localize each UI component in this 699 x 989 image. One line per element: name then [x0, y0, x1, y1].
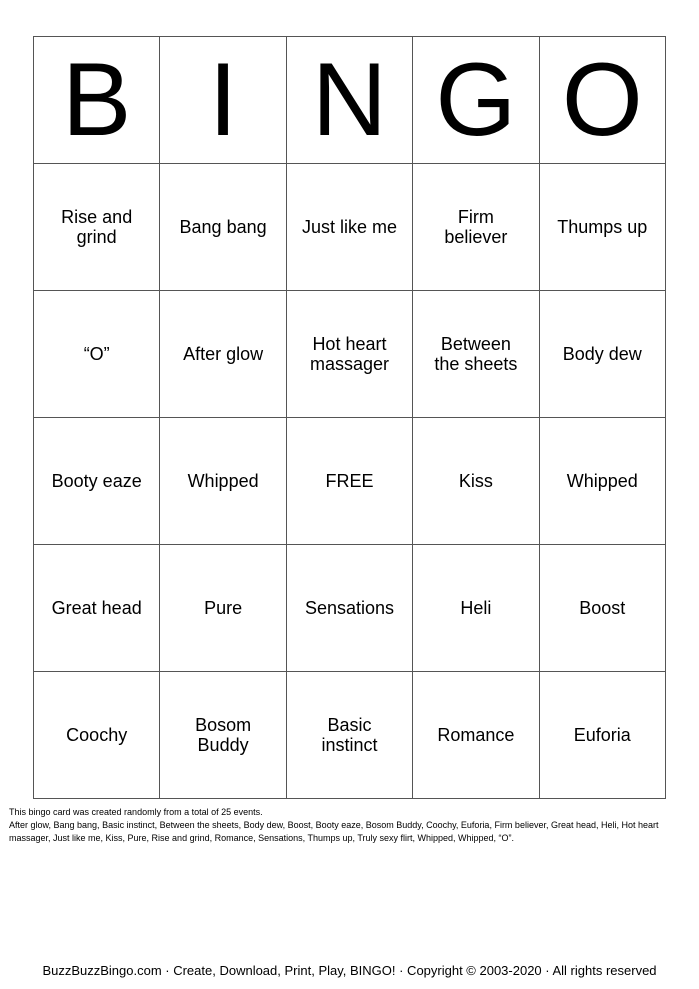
cell-text: Between the sheets [434, 334, 518, 374]
info-event-list: After glow, Bang bang, Basic instinct, Between the sheets, Body dew, Boost, Booty eaze, Bosom Buddy, Coochy, Euforia, Firm believer, Great head, Heli, Hot heart massager, Just like me, Kiss, Pure, Rise and grind, Romance, Sensations, Thumps up, Truly sexy flirt, Whipped, Whipped, “O”. [9, 820, 659, 843]
bingo-cell [34, 418, 160, 545]
header-letter-i: I [160, 37, 286, 164]
bingo-cell [160, 418, 286, 545]
bingo-cell [539, 291, 665, 418]
bingo-cell [539, 545, 665, 672]
bingo-cell [34, 672, 160, 799]
bingo-cell [34, 545, 160, 672]
header-row [34, 37, 666, 164]
cell-text: Kiss [458, 471, 493, 491]
header-letter-g: G [413, 37, 539, 164]
cell-text: Pure [204, 598, 243, 618]
cell-text: Body dew [562, 344, 642, 364]
bingo-cell [160, 545, 286, 672]
grid-row-3 [34, 418, 666, 545]
cell-text: Booty eaze [51, 471, 142, 491]
cell-text: Coochy [66, 725, 128, 745]
cell-text: Bang bang [179, 217, 267, 237]
bingo-cell [160, 164, 286, 291]
bingo-cell [34, 164, 160, 291]
cell-text: Heli [460, 598, 492, 618]
bingo-cell [34, 291, 160, 418]
cell-text: Just like me [301, 217, 397, 237]
bingo-cell [413, 672, 539, 799]
bingo-card [33, 36, 666, 799]
bingo-cell [539, 418, 665, 545]
cell-text: Basic instinct [321, 715, 378, 755]
cell-text: Firm believer [444, 207, 508, 247]
cell-text: After glow [183, 344, 264, 364]
bingo-cell [160, 291, 286, 418]
cell-text: Thumps up [557, 217, 648, 237]
cell-text: Sensations [304, 598, 394, 618]
header-letter-n: N [286, 37, 412, 164]
cell-text: Whipped [566, 471, 638, 491]
grid-row-4 [34, 545, 666, 672]
bingo-cell [413, 164, 539, 291]
grid-row-5 [34, 672, 666, 799]
info-summary: This bingo card was created randomly from a total of 25 events. [9, 807, 263, 817]
cell-text: Hot heart massager [309, 334, 389, 374]
card-info [9, 806, 693, 845]
header-letter-o: O [539, 37, 665, 164]
grid-row-1 [34, 164, 666, 291]
cell-text: “O” [83, 344, 110, 364]
bingo-cell [286, 291, 412, 418]
cell-text: Euforia [573, 725, 631, 745]
cell-text: FREE [325, 471, 374, 491]
bingo-cell [160, 672, 286, 799]
cell-text: Whipped [187, 471, 259, 491]
bingo-cell [286, 164, 412, 291]
header-letter-b: B [34, 37, 160, 164]
bingo-cell [539, 672, 665, 799]
bingo-cell [539, 164, 665, 291]
free-cell [286, 418, 412, 545]
bingo-cell [413, 418, 539, 545]
bingo-cell [413, 291, 539, 418]
cell-text: Romance [437, 725, 515, 745]
bingo-cell [286, 545, 412, 672]
cell-text: Boost [579, 598, 626, 618]
cell-text: Bosom Buddy [195, 715, 252, 755]
bingo-cell [413, 545, 539, 672]
bingo-cell [286, 672, 412, 799]
grid-row-2 [34, 291, 666, 418]
footer-copyright: BuzzBuzzBingo.com · Create, Download, Print, Play, BINGO! · Copyright © 2003-2020 · All rights reserved [42, 963, 657, 978]
cell-text: Great head [51, 598, 142, 618]
cell-text: Rise and grind [61, 207, 133, 247]
